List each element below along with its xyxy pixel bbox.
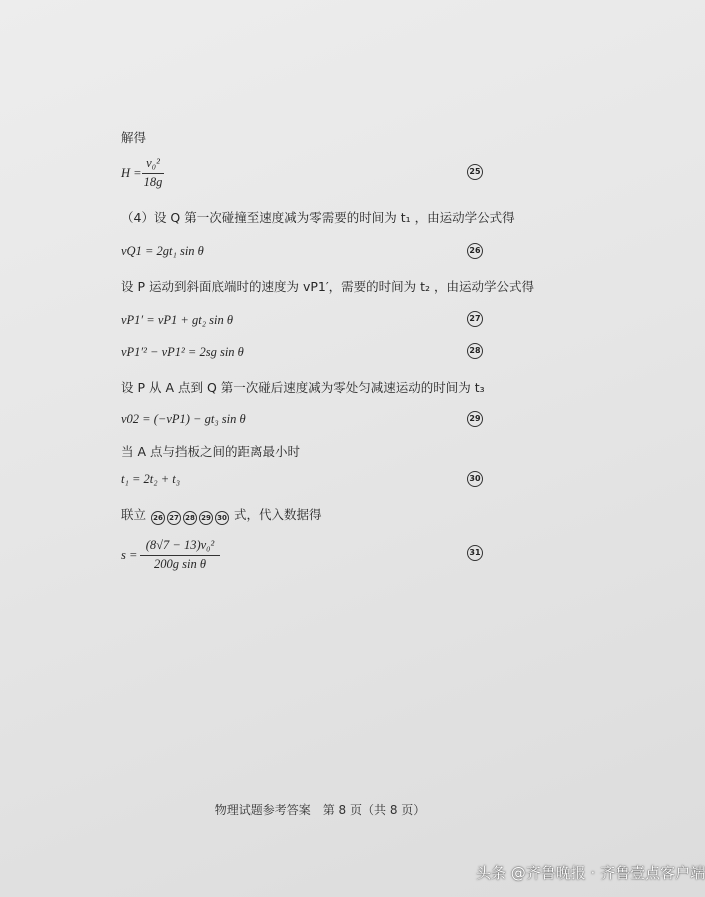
fraction-bar: [142, 173, 164, 174]
text-part4: （4）设 Q 第一次碰撞至速度减为零需要的时间为 t₁ ，由运动学公式得: [121, 210, 515, 225]
text-jiede: 解得: [121, 130, 147, 145]
equation-30: t₁ = 2t₂ + t₃: [121, 472, 181, 486]
equation-number-25: 25: [467, 164, 483, 180]
equation-number-30: 30: [467, 471, 483, 487]
equation-H-numerator: v₀²: [146, 156, 160, 170]
equation-s-lhs: s =: [121, 548, 138, 562]
page-footer: 物理试题参考答案 第 8 页（共 8 页）: [214, 803, 426, 817]
inline-ref-28: 28: [183, 511, 197, 525]
inline-ref-29: 29: [199, 511, 213, 525]
text-combine: [121, 505, 322, 525]
equation-H-denominator: 18g: [143, 175, 163, 189]
fraction-bar: [140, 555, 220, 556]
equation-number-29: 29: [467, 411, 483, 427]
equation-number-31: 31: [467, 545, 483, 561]
equation-29: v02 = (−vP1) − gt₃ sin θ: [121, 412, 246, 426]
equation-26: vQ1 = 2gt₁ sin θ: [121, 244, 204, 258]
watermark-text: 头条 @齐鲁晚报 · 齐鲁壹点客户端: [476, 864, 705, 882]
equation-s-numerator: (8√7 − 13)v₀²: [145, 538, 215, 552]
equation-number-27: 27: [467, 311, 483, 327]
inline-ref-27: 27: [167, 511, 181, 525]
text-p-intro: 设 P 运动到斜面底端时的速度为 vP1′，需要的时间为 t₂ ，由运动学公式得: [121, 279, 535, 294]
text-min-dist: 当 A 点与挡板之间的距离最小时: [121, 444, 300, 459]
text-combine-post: 式，代入数据得: [233, 507, 322, 522]
equation-28: vP1′² − vP1² = 2sg sin θ: [121, 345, 244, 359]
text-p-from-a: 设 P 从 A 点到 Q 第一次碰后速度减为零处匀减速运动的时间为 t₃: [121, 380, 485, 395]
equation-number-28: 28: [467, 343, 483, 359]
inline-ref-30: 30: [215, 511, 229, 525]
text-combine-pre: 联立: [121, 507, 147, 522]
inline-ref-26: 26: [151, 511, 165, 525]
equation-number-26: 26: [467, 243, 483, 259]
equation-27: vP1′ = vP1 + gt₂ sin θ: [121, 313, 234, 327]
equation-s-denominator: 200g sin θ: [154, 557, 206, 571]
equation-H-lhs: H =: [121, 166, 142, 180]
